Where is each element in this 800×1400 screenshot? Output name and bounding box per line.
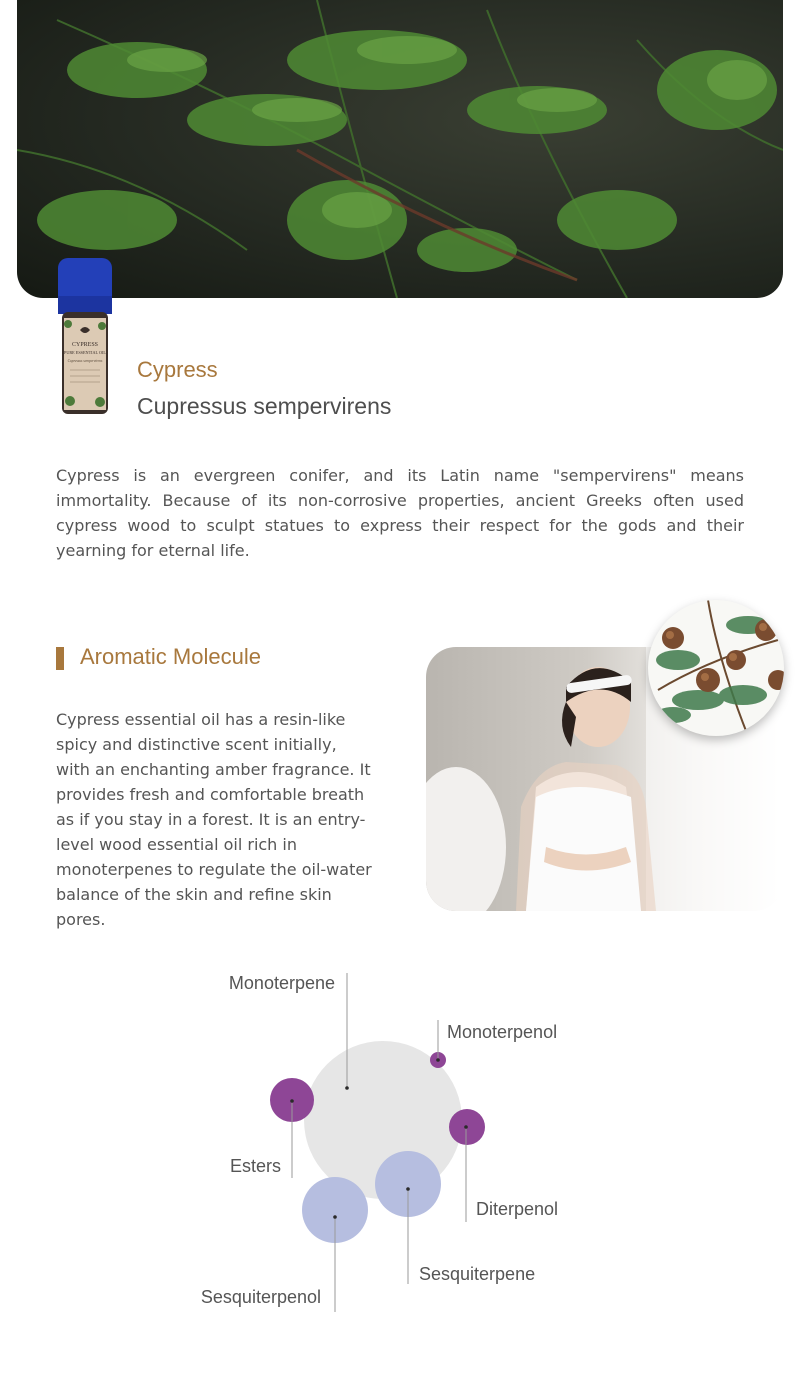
hero-cypress-image — [17, 0, 783, 298]
label-monoterpenol: Monoterpenol — [447, 1022, 558, 1042]
cypress-cone-badge — [648, 600, 784, 736]
aromatic-description: Cypress essential oil has a resin-like spicy and distinctive scent initially, with an enchanting amber fragrance. It provides fresh and comfortable breath as if you stay in a forest. It is an entry-level wood essential oil rich in monoterpenes to regulate the oil-water balance of the skin and refine skin pores. — [56, 710, 372, 929]
molecule-diagram — [0, 950, 800, 1330]
intro-paragraph: Cypress is an evergreen conifer, and its Latin name "sempervirens" means immortality. Because of its non-corrosive properties, ancient Greeks often used cypress wood to sculpt statues to express their respect for the gods and their yearning for eternal life. — [56, 466, 744, 560]
bottle-label-name: CYPRESS — [71, 342, 99, 348]
bottle-label-latin: Cupressus sempervirens — [67, 359, 103, 363]
bottle-label-sub: PURE ESSENTIAL OIL — [64, 350, 106, 355]
product-name: Cypress — [137, 357, 218, 382]
section-title-aromatic-molecule: Aromatic Molecule — [80, 644, 261, 669]
section-accent-bar — [56, 647, 64, 670]
label-monoterpene: Monoterpene — [228, 973, 335, 993]
label-diterpenol: Diterpenol — [476, 1199, 559, 1219]
product-latin-name: Cupressus sempervirens — [137, 393, 392, 419]
label-esters: Esters — [229, 1156, 281, 1176]
label-sesquiterpenol: Sesquiterpenol — [200, 1287, 321, 1307]
essential-oil-bottle — [56, 256, 114, 418]
label-sesquiterpene: Sesquiterpene — [419, 1264, 536, 1284]
